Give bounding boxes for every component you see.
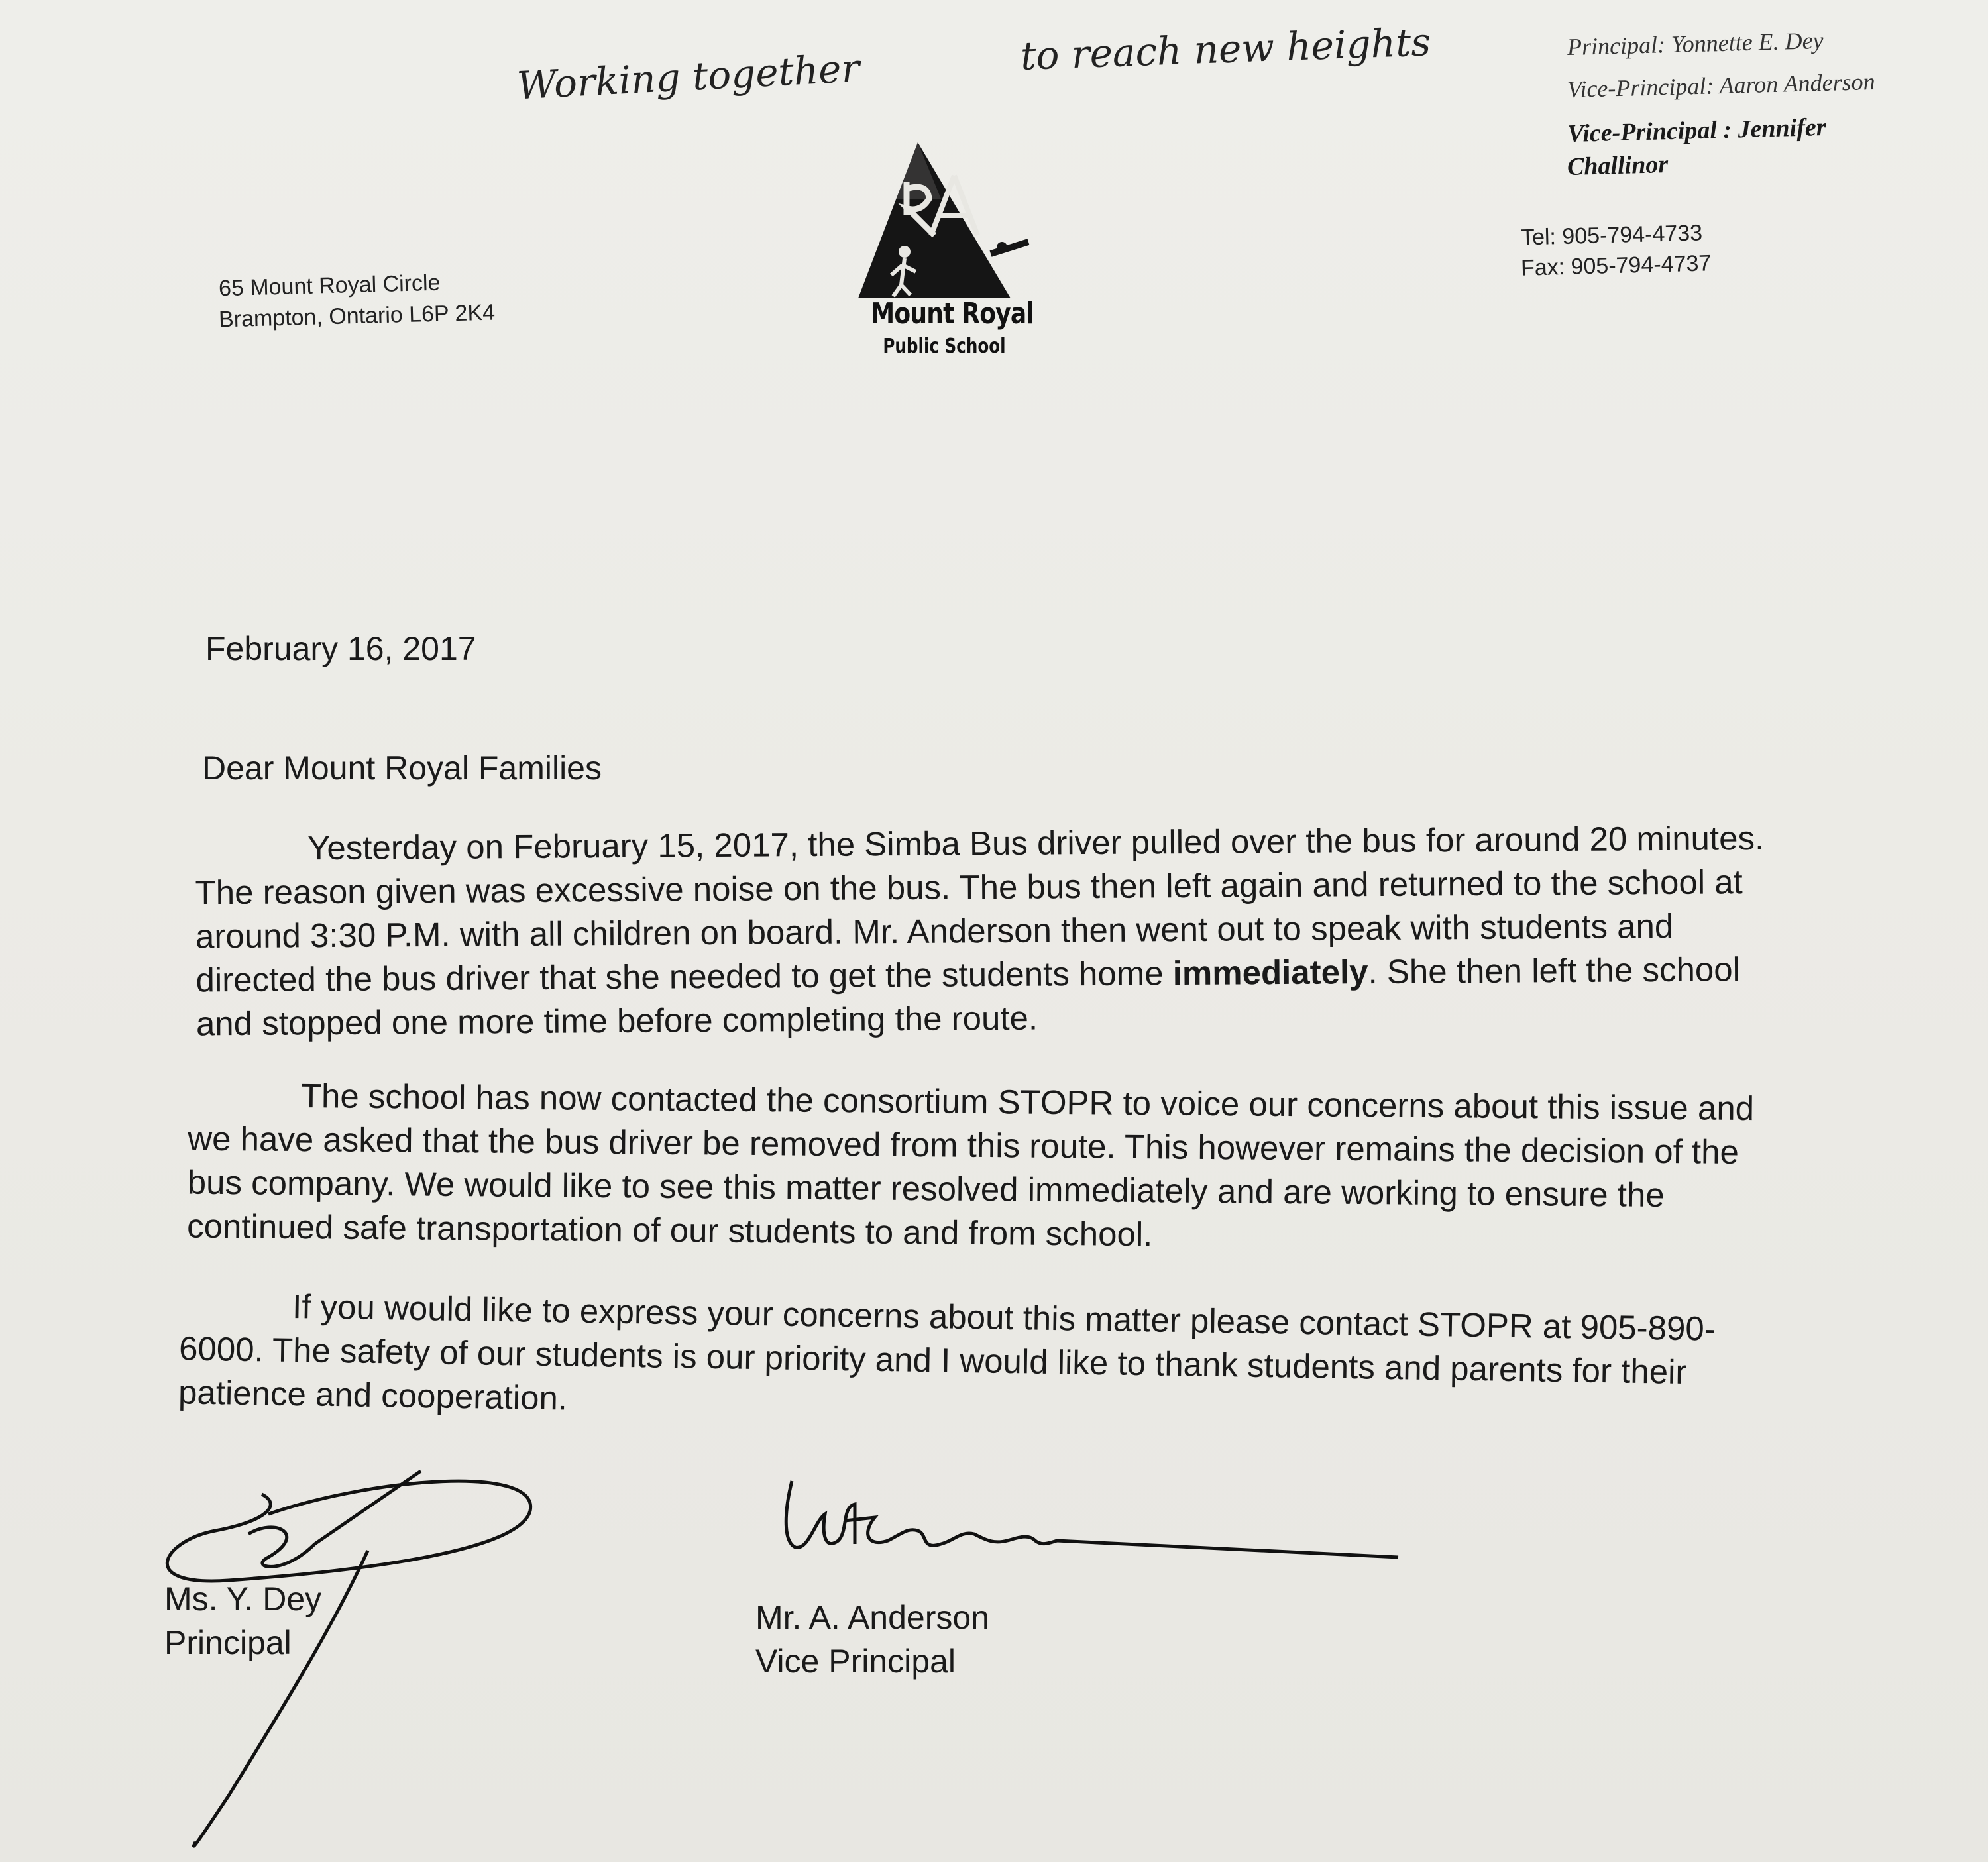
salutation: Dear Mount Royal Families xyxy=(202,749,602,787)
body-paragraph-1 xyxy=(195,816,1800,1046)
body-paragraph-2 xyxy=(187,1073,1779,1262)
paragraph-1-emphasis: immediately xyxy=(1172,953,1368,993)
vice-principal-2-line1: Vice-Principal : Jennifer xyxy=(1567,113,1827,148)
vice-principal-title: Vice Principal xyxy=(755,1643,956,1680)
body-paragraph-3 xyxy=(178,1283,1757,1439)
paragraph-1-text: Yesterday on February 15, 2017, the Simba Bus driver pulled over the bus for around 20 minutes. The reason given was excessive noise on the bus. The bus then left again and returned to the school at around 3:30 P.M. with all children on board. Mr. Anderson then went out to speak with students and directed the bus driver that she needed to get the students home xyxy=(195,818,1765,999)
vice-principal-line: Vice-Principal: Aaron Anderson xyxy=(1567,68,1876,103)
letter-date: February 16, 2017 xyxy=(205,630,476,667)
school-logo-mountain-icon xyxy=(855,136,1034,301)
telephone: Tel: 905-794-4733 xyxy=(1520,220,1703,250)
address-line2: Brampton, Ontario L6P 2K4 xyxy=(218,300,496,333)
paragraph-1-end: . She then left the school and stopped one more time before completing the route. xyxy=(195,950,1741,1043)
principal-name: Ms. Y. Dey xyxy=(164,1580,322,1617)
paragraph-2-text: The school has now contacted the consortium STOPR to voice our concerns about this issue and we have asked that the bus driver be removed from this route. This however remains the decision of the bus company. We would like to see this matter resolved immediately and are working to ensure the continued safe transportation of our students to and from school. xyxy=(186,1077,1755,1254)
school-type: Public School xyxy=(883,335,1006,358)
vice-principal-2-line2: Challinor xyxy=(1567,150,1669,181)
fax: Fax: 905-794-4737 xyxy=(1520,250,1712,281)
vice-principal-signature xyxy=(775,1468,1411,1567)
address-line1: 65 Mount Royal Circle xyxy=(218,270,441,301)
motto-left: Working together xyxy=(516,45,861,109)
principal-line: Principal: Yonnette E. Dey xyxy=(1567,27,1824,61)
school-name: Mount Royal xyxy=(871,297,1034,331)
vice-principal-name: Mr. A. Anderson xyxy=(755,1599,989,1636)
motto-right: to reach new heights xyxy=(1020,19,1432,79)
principal-title: Principal xyxy=(164,1624,292,1661)
paragraph-3-text: If you would like to express your concerns about this matter please contact STOPR at 905-890-6000. The safety of our students is our priority and I would like to thank students and parents for their patience and cooperation. xyxy=(178,1287,1716,1417)
